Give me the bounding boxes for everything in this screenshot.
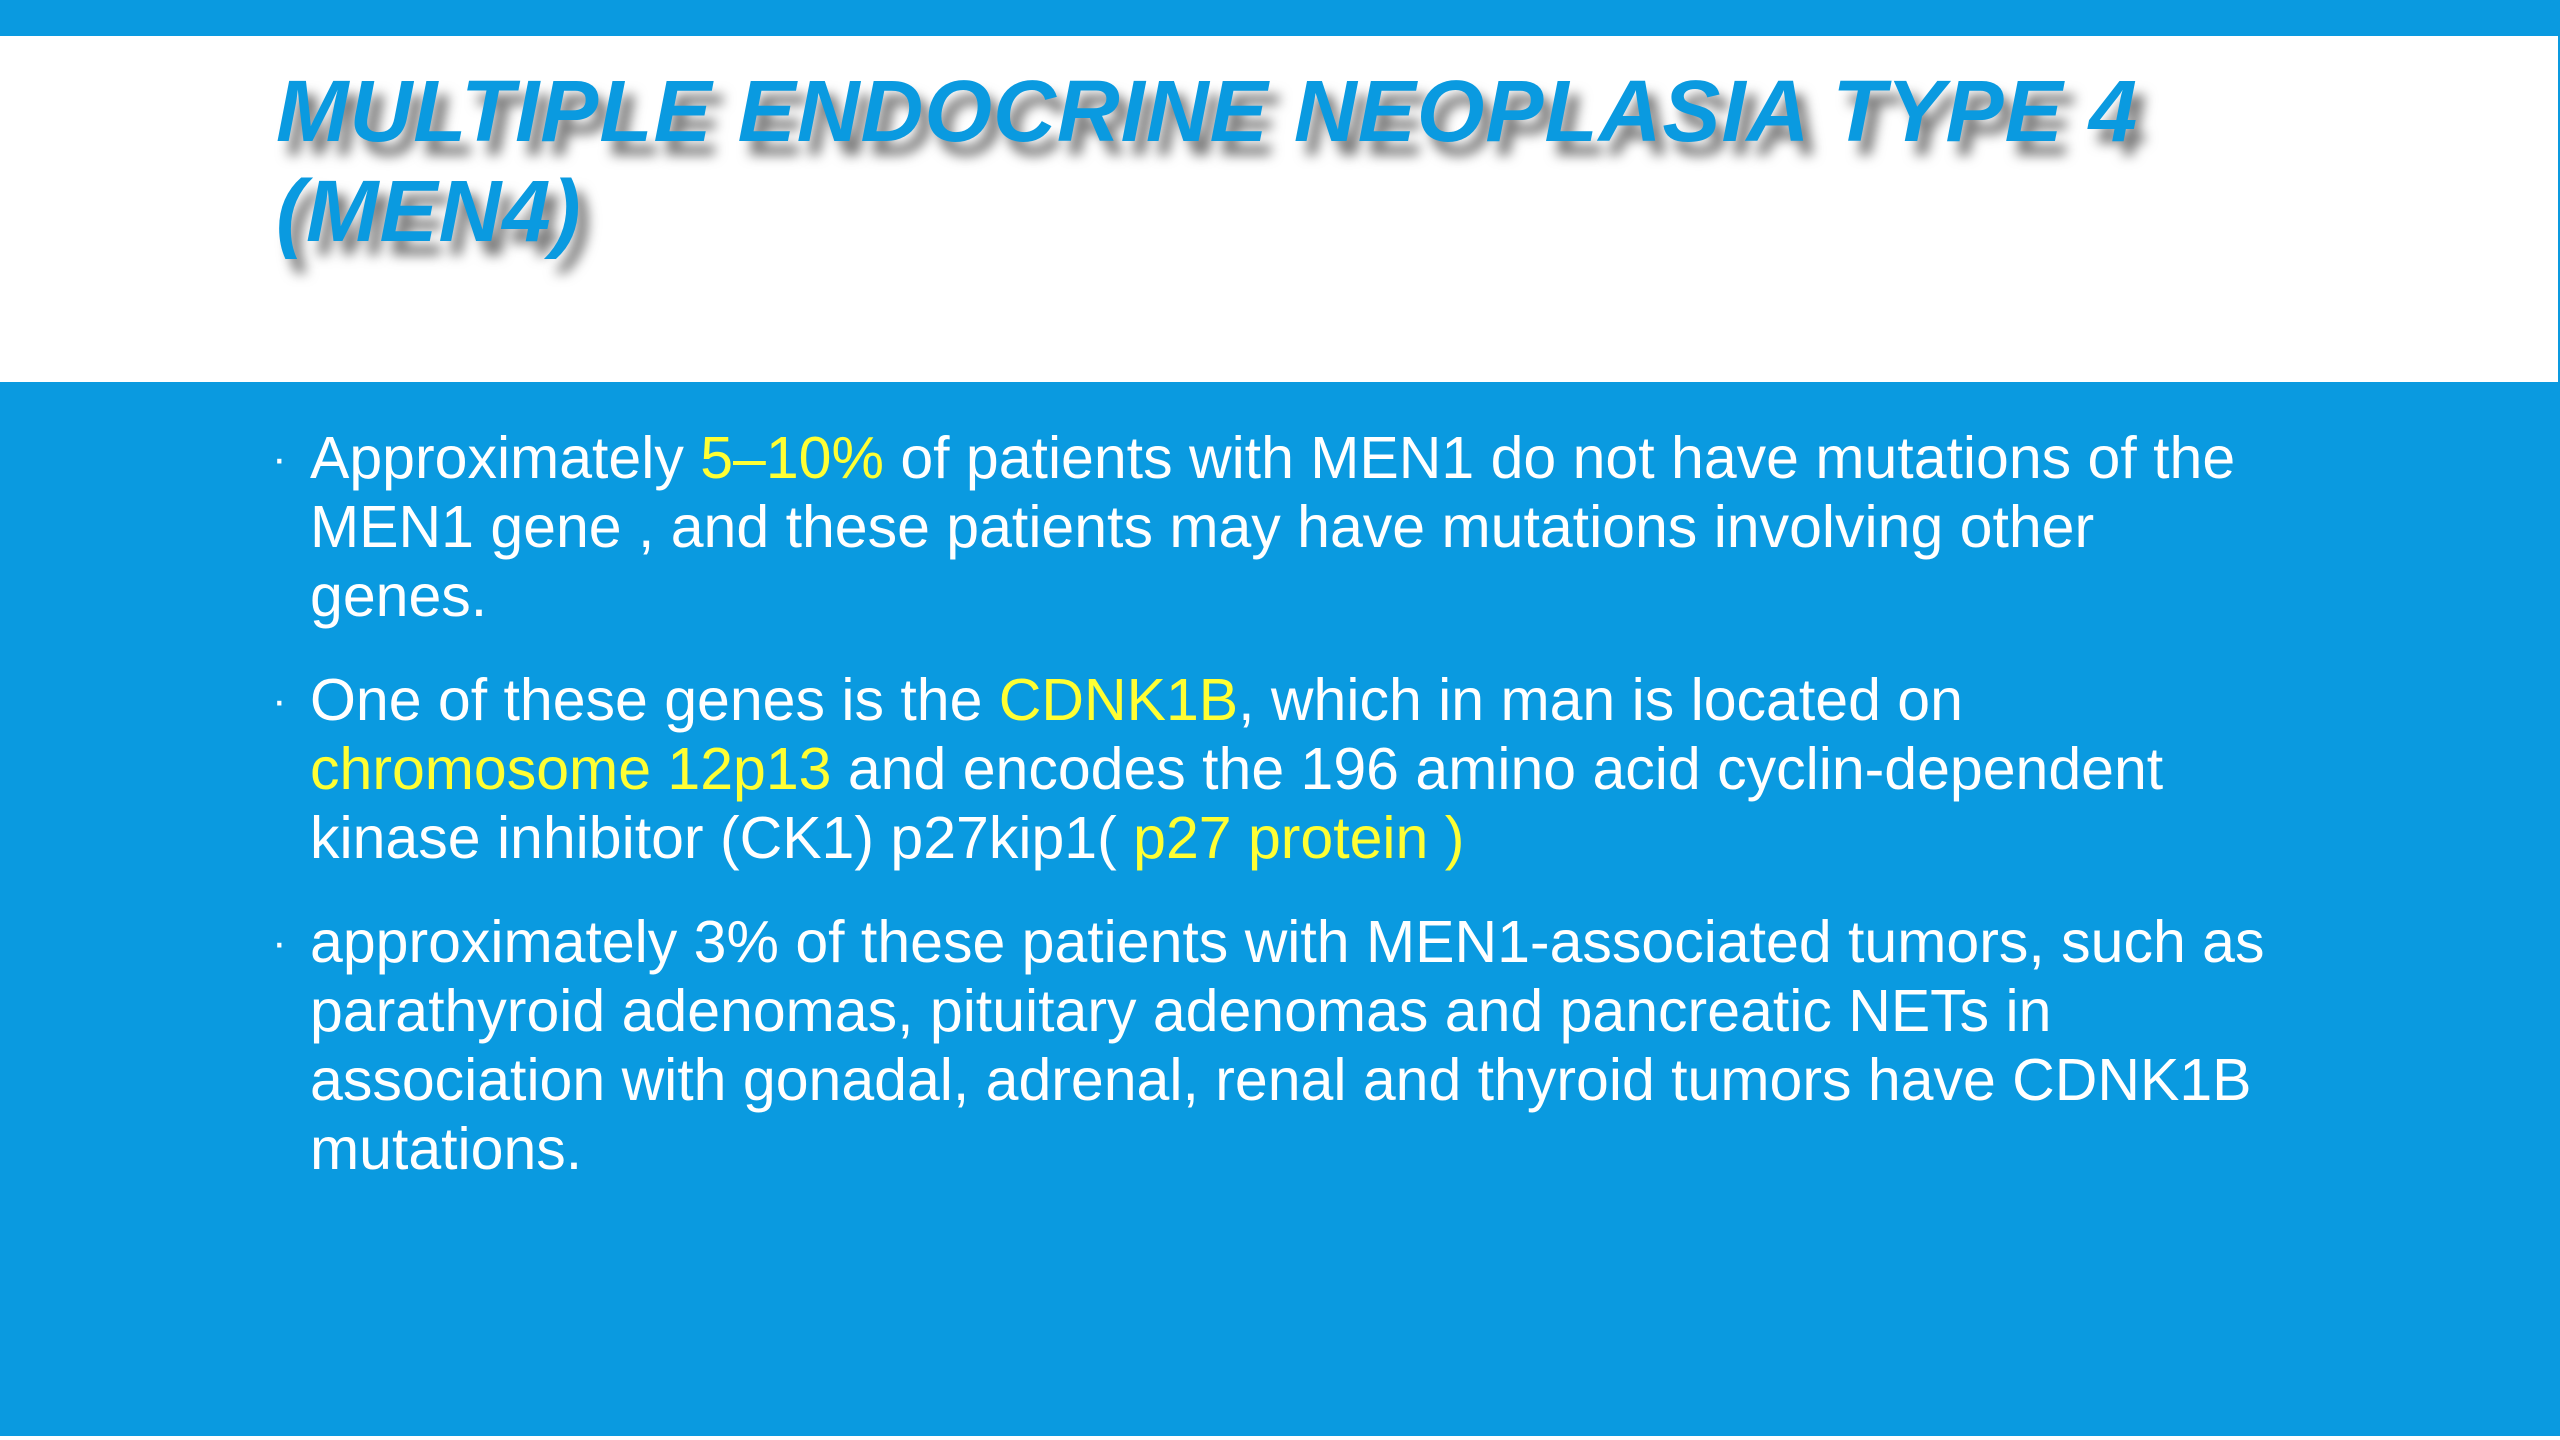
- bullet-marker: ·: [272, 918, 287, 967]
- highlight-protein: p27 protein ): [1133, 805, 1465, 871]
- bullet-item-1: [272, 424, 2272, 631]
- bullet-item-2: [272, 666, 2272, 873]
- highlight-gene: CDNK1B: [998, 667, 1239, 733]
- bullet-list: [272, 424, 2272, 1219]
- highlight-percentage: 5–10%: [700, 425, 884, 491]
- slide-title: MULTIPLE ENDOCRINE NEOPLASIA TYPE 4 (MEN4): [276, 63, 2139, 260]
- bullet-text: [310, 909, 2264, 1182]
- bullet-text-segment: and encodes the 196 amino acid cyclin-dependent kinase inhibitor (CK1) p27kip1(: [310, 736, 2164, 871]
- bullet-text-segment: Approximately: [310, 425, 701, 491]
- bullet-text: [310, 667, 2163, 871]
- bullet-text-segment: approximately 3% of these patients with MEN1-associated tumors, such as parathyroid adenomas, pituitary adenomas and pancreatic NETs in association with gonadal, adrenal, renal and thyroid tumors have CDNK1B mutations.: [310, 909, 2265, 1182]
- bullet-text-segment: , which in man is located on: [1238, 667, 1963, 733]
- top-accent-strip: [0, 0, 2560, 36]
- bottom-edge-strip: [0, 1436, 2560, 1440]
- highlight-chromosome: chromosome 12p13: [310, 736, 832, 802]
- bullet-item-3: [272, 908, 2272, 1184]
- bullet-text: [310, 425, 2235, 629]
- bullet-text-segment: One of these genes is the: [310, 667, 999, 733]
- bullet-marker: ·: [272, 676, 287, 725]
- bullet-text-segment: of patients with MEN1 do not have mutations of the MEN1 gene , and these patients may have mutations involving other genes.: [310, 425, 2236, 629]
- bullet-marker: ·: [272, 434, 287, 483]
